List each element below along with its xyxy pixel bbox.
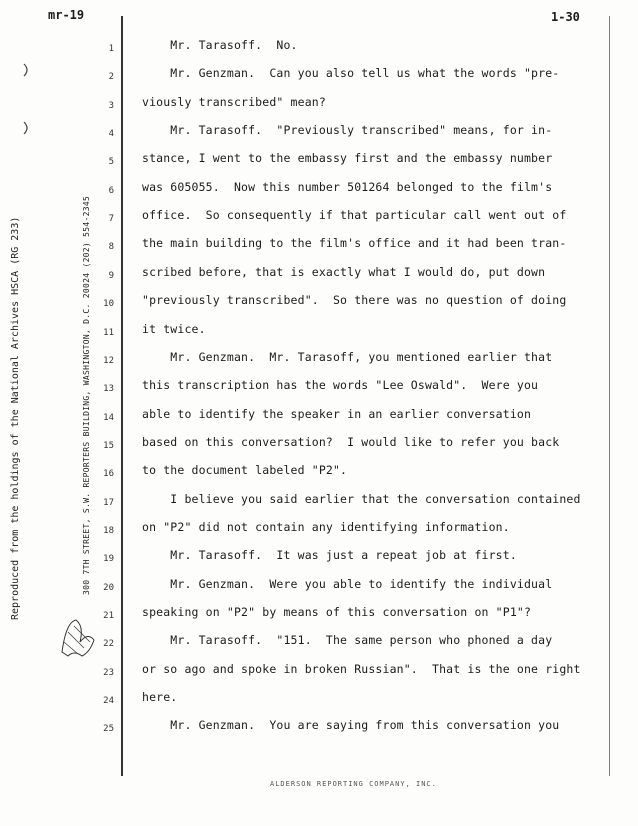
archive-note: Reproduced from the holdings of the National Archives HSCA (RG 233) bbox=[10, 216, 21, 620]
line-number: 4 bbox=[108, 129, 114, 140]
line-number: 19 bbox=[103, 554, 114, 565]
transcript-line: able to identify the speaker in an earlier conversation bbox=[142, 406, 532, 421]
transcript-line: Mr. Genzman. Can you also tell us what the words "pre- bbox=[142, 66, 560, 81]
transcript-line: on "P2" did not contain any identifying information. bbox=[142, 519, 510, 534]
transcript-line: this transcription has the words "Lee Oswald". Were you bbox=[142, 378, 539, 393]
transcript-line: Mr. Genzman. Were you able to identify the individual bbox=[142, 576, 553, 591]
line-number: 6 bbox=[108, 185, 114, 196]
reporter-address: 300 7TH STREET, S.W. REPORTERS BUILDING, WASHINGTON, D.C. 20024 (202) 554-2345 bbox=[82, 195, 91, 595]
right-margin-rule bbox=[609, 16, 610, 776]
line-number: 24 bbox=[103, 696, 114, 707]
line-number: 22 bbox=[103, 639, 114, 650]
line-number: 21 bbox=[103, 611, 114, 621]
transcript-line: viously transcribed" mean? bbox=[142, 94, 326, 109]
transcript-line: here. bbox=[142, 690, 178, 705]
line-number: 12 bbox=[103, 355, 114, 366]
transcript-line: Mr. Tarasoff. "151. The same person who phoned a day bbox=[142, 633, 553, 648]
line-number: 16 bbox=[103, 469, 114, 480]
transcript-line: stance, I went to the embassy first and the embassy number bbox=[142, 151, 553, 166]
page-code: mr-19 bbox=[48, 8, 85, 22]
transcript-line: Mr. Tarasoff. No. bbox=[142, 38, 298, 52]
transcript-line: Mr. Genzman. Mr. Tarasoff, you mentioned earlier that bbox=[142, 349, 553, 364]
line-number: 15 bbox=[103, 440, 114, 451]
page-number: 1-30 bbox=[551, 10, 580, 24]
stamp-mark bbox=[54, 612, 104, 662]
line-number: 5 bbox=[108, 157, 114, 168]
footer-reporter-name: ALDERSON REPORTING COMPANY, INC. bbox=[270, 780, 437, 788]
line-number: 20 bbox=[103, 582, 114, 593]
transcript-line: I believe you said earlier that the conversation contained bbox=[142, 491, 581, 506]
line-number: 23 bbox=[103, 667, 114, 678]
punch-marks bbox=[20, 60, 34, 140]
transcript-line: Mr. Genzman. You are saying from this conversation you bbox=[142, 718, 560, 733]
transcript-line: the main building to the film's office and it had been tran- bbox=[142, 236, 567, 251]
transcript-line: it twice. bbox=[142, 321, 206, 336]
transcript-line: was 605055. Now this number 501264 belonged to the film's bbox=[142, 179, 553, 194]
transcript-line: Mr. Tarasoff. "Previously transcribed" means, for in- bbox=[142, 123, 553, 138]
line-number: 1 bbox=[108, 44, 114, 54]
line-number: 25 bbox=[103, 724, 114, 735]
line-number: 17 bbox=[103, 497, 114, 508]
line-number: 9 bbox=[108, 270, 114, 281]
transcript-line: office. So consequently if that particular call went out of bbox=[142, 208, 567, 223]
line-number: 2 bbox=[108, 72, 114, 83]
transcript-line: "previously transcribed". So there was no question of doing bbox=[142, 293, 567, 308]
line-number: 10 bbox=[103, 299, 114, 310]
transcript-line: scribed before, that is exactly what I would do, put down bbox=[142, 264, 546, 279]
transcript-line: based on this conversation? I would like to refer you back bbox=[142, 434, 560, 449]
line-number: 7 bbox=[108, 214, 114, 225]
line-number: 11 bbox=[103, 327, 114, 338]
left-margin-rule bbox=[121, 16, 123, 776]
line-number: 13 bbox=[103, 384, 114, 395]
transcript-line: or so ago and spoke in broken Russian". That is the one right bbox=[142, 661, 581, 676]
line-number: 8 bbox=[108, 242, 114, 253]
line-number: 3 bbox=[108, 100, 114, 111]
transcript-line: speaking on "P2" by means of this conversation on "P1"? bbox=[142, 605, 532, 619]
transcript-line: Mr. Tarasoff. It was just a repeat job at first. bbox=[142, 548, 517, 563]
line-number: 18 bbox=[103, 525, 114, 536]
transcript-line: to the document labeled "P2". bbox=[142, 463, 348, 478]
line-number: 14 bbox=[103, 412, 114, 423]
